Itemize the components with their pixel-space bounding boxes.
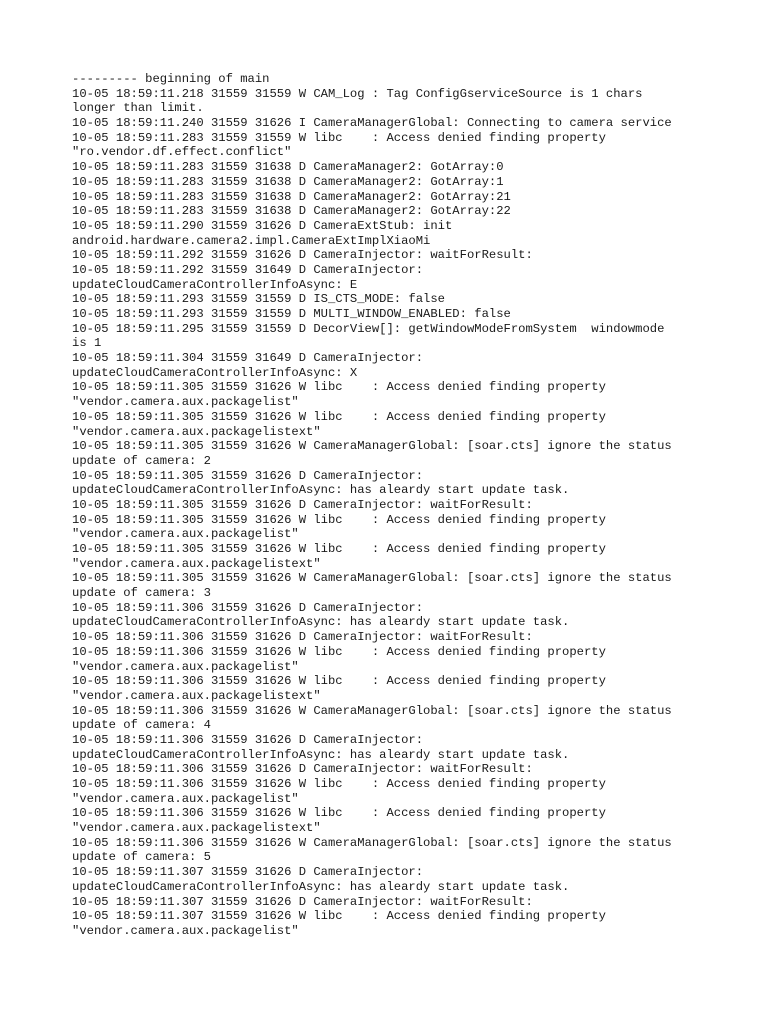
log-line: updateCloudCameraControllerInfoAsync: E [72,277,358,292]
log-line: 10-05 18:59:11.306 31559 31626 W libc : Access denied finding property [72,777,606,791]
log-line: 10-05 18:59:11.305 31559 31626 D CameraInjector: waitForResult: [72,497,533,512]
log-line: 10-05 18:59:11.307 31559 31626 D CameraInjector: waitForResult: [72,894,533,909]
log-line: update of camera: 3 [72,586,211,601]
log-line: 10-05 18:59:11.307 31559 31626 D CameraInjector: [72,865,424,880]
log-line: 10-05 18:59:11.306 31559 31626 W libc : Access denied finding property [72,674,606,689]
log-line: 10-05 18:59:11.306 31559 31626 W CameraManagerGlobal: [soar.cts] ignore the status [72,835,672,850]
log-line: update of camera: 2 [72,453,211,468]
log-line: 10-05 18:59:11.292 31559 31649 D CameraInjector: [72,262,424,277]
log-line: 10-05 18:59:11.292 31559 31626 D CameraInjector: waitForResult: [72,248,533,263]
log-line: updateCloudCameraControllerInfoAsync: has aleardy start update task. [72,483,570,498]
log-line: 10-05 18:59:11.283 31559 31638 D CameraManager2: GotArray:21 [72,189,511,204]
log-line: 10-05 18:59:11.305 31559 31626 W libc : Access denied finding property [72,409,606,424]
log-line: "vendor.camera.aux.packagelistext" [72,424,321,439]
log-line: "vendor.camera.aux.packagelist" [72,923,299,938]
log-line: updateCloudCameraControllerInfoAsync: has aleardy start update task. [72,747,570,762]
log-line: 10-05 18:59:11.306 31559 31626 D CameraInjector: [72,732,424,747]
log-line: 10-05 18:59:11.283 31559 31638 D CameraManager2: GotArray:22 [72,204,511,219]
log-line: 10-05 18:59:11.306 31559 31626 W libc : Access denied finding property [72,644,606,659]
log-line: 10-05 18:59:11.306 31559 31626 W CameraManagerGlobal: [soar.cts] ignore the status [72,703,672,718]
log-line: 10-05 18:59:11.283 31559 31638 D CameraManager2: GotArray:0 [72,160,504,175]
log-line: 10-05 18:59:11.306 31559 31626 D CameraInjector: waitForResult: [72,762,533,777]
log-line: 10-05 18:59:11.305 31559 31626 W libc : Access denied finding property [72,380,606,395]
log-text-block [72,72,712,939]
log-line: 10-05 18:59:11.218 31559 31559 W CAM_Log : Tag ConfigGserviceSource is 1 chars [72,86,643,101]
log-line: android.hardware.camera2.impl.CameraExtImplXiaoMi [72,233,431,248]
log-line: 10-05 18:59:11.306 31559 31626 D CameraInjector: waitForResult: [72,630,533,645]
log-line: --------- beginning of main [72,72,270,86]
log-line: update of camera: 4 [72,718,211,733]
log-line: 10-05 18:59:11.305 31559 31626 W libc : Access denied finding property [72,512,606,527]
log-line: 10-05 18:59:11.306 31559 31626 D CameraInjector: [72,600,424,615]
log-line: updateCloudCameraControllerInfoAsync: X [72,365,358,380]
log-line: 10-05 18:59:11.293 31559 31559 D IS_CTS_MODE: false [72,292,445,307]
log-line: 10-05 18:59:11.240 31559 31626 I CameraManagerGlobal: Connecting to camera service [72,116,672,131]
log-line: 10-05 18:59:11.305 31559 31626 W CameraManagerGlobal: [soar.cts] ignore the status [72,571,672,586]
log-line: 10-05 18:59:11.307 31559 31626 W libc : Access denied finding property [72,909,606,924]
log-line: 10-05 18:59:11.305 31559 31626 W CameraManagerGlobal: [soar.cts] ignore the status [72,439,672,454]
log-line: updateCloudCameraControllerInfoAsync: has aleardy start update task. [72,615,570,630]
log-line: "vendor.camera.aux.packagelist" [72,791,299,806]
log-line: 10-05 18:59:11.305 31559 31626 D CameraInjector: [72,468,424,483]
log-line: 10-05 18:59:11.305 31559 31626 W libc : Access denied finding property [72,542,606,556]
log-line: updateCloudCameraControllerInfoAsync: has aleardy start update task. [72,879,570,894]
log-line: 10-05 18:59:11.290 31559 31626 D CameraExtStub: init [72,218,453,233]
log-line: 10-05 18:59:11.293 31559 31559 D MULTI_WINDOW_ENABLED: false [72,307,511,321]
log-line: 10-05 18:59:11.283 31559 31559 W libc : Access denied finding property [72,130,606,145]
log-line: "vendor.camera.aux.packagelistext" [72,821,321,836]
log-line: longer than limit. [72,101,204,116]
log-line: "vendor.camera.aux.packagelist" [72,395,299,410]
log-line: 10-05 18:59:11.295 31559 31559 D DecorView[]: getWindowModeFromSystem windowmode [72,321,665,336]
log-line: "vendor.camera.aux.packagelist" [72,527,299,542]
log-line: "vendor.camera.aux.packagelistext" [72,688,321,703]
log-line: "vendor.camera.aux.packagelist" [72,659,299,674]
log-line: "vendor.camera.aux.packagelistext" [72,556,321,571]
log-line: "ro.vendor.df.effect.conflict" [72,145,292,160]
log-line: is 1 [72,336,102,351]
log-line: 10-05 18:59:11.283 31559 31638 D CameraManager2: GotArray:1 [72,174,504,189]
log-line: 10-05 18:59:11.306 31559 31626 W libc : Access denied finding property [72,806,606,821]
log-line: update of camera: 5 [72,850,211,865]
log-line: 10-05 18:59:11.304 31559 31649 D CameraInjector: [72,351,424,366]
